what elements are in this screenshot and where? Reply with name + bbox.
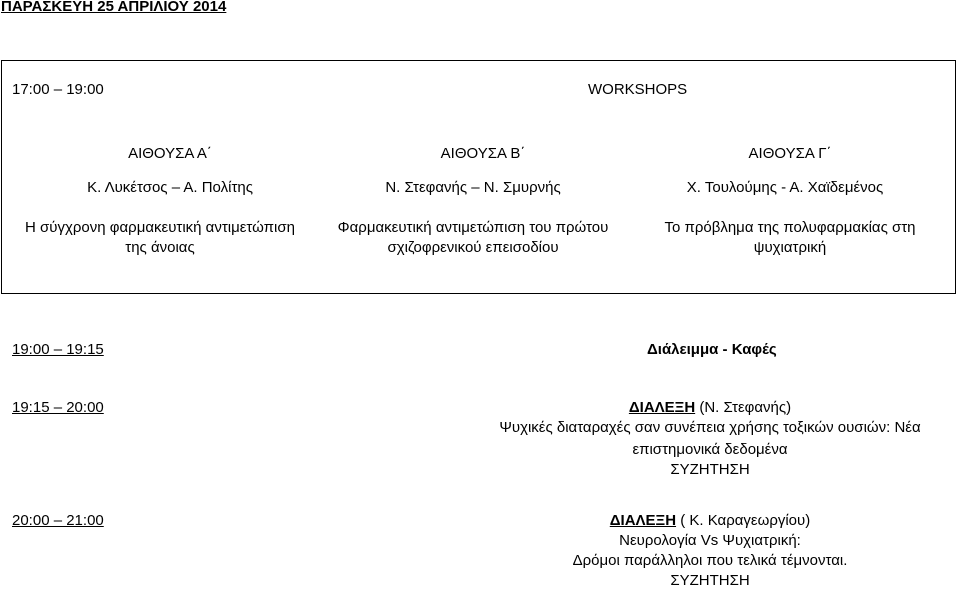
room-a-name: ΑΙΘΟΥΣΑ Α΄	[128, 145, 212, 162]
lecture2-speaker: ( Κ. Καραγεωργίου)	[676, 512, 811, 529]
workshops-time: 17:00 – 19:00	[12, 81, 104, 98]
lecture1-speaker: (Ν. Στεφανής)	[695, 399, 792, 416]
room-c-speakers: Χ. Τουλούμης - Α. Χαϊδεμένος	[686, 179, 884, 196]
room-a-topic-line1: Η σύγχρονη φαρμακευτική αντιμετώπιση	[25, 219, 295, 236]
workshops-box	[1, 60, 956, 294]
lecture1-heading	[440, 398, 960, 418]
room-c-name: ΑΙΘΟΥΣΑ Γ΄	[748, 145, 832, 162]
lecture2-title-line1: Νευρολογία Vs Ψυχιατρική:	[619, 532, 801, 549]
room-a-topic-line2: της άνοιας	[125, 239, 195, 256]
lecture1-title-line2: επιστημονικά δεδομένα	[632, 441, 788, 458]
lecture2-title-line2: Δρόμοι παράλληλοι που τελικά τέμνονται.	[572, 552, 848, 569]
lecture2-heading	[440, 511, 960, 531]
lecture1-time: 19:15 – 20:00	[12, 399, 104, 416]
room-b-speakers: Ν. Στεφανής – Ν. Σμυρνής	[385, 179, 561, 196]
room-b-name: ΑΙΘΟΥΣΑ Β΄	[440, 145, 526, 162]
lecture1-label: ΔΙΑΛΕΞΗ	[628, 399, 696, 416]
lecture2-discussion: ΣΥΖΗΤΗΣΗ	[670, 572, 750, 589]
break-time: 19:00 – 19:15	[12, 341, 104, 358]
room-a-speakers: Κ. Λυκέτσος – Α. Πολίτης	[87, 179, 253, 196]
lecture1-title-line1: Ψυχικές διαταραχές σαν συνέπεια χρήσης τοξικών ουσιών: Νέα	[499, 419, 921, 436]
lecture2-label: ΔΙΑΛΕΞΗ	[609, 512, 677, 529]
room-c-topic-line1: Το πρόβλημα της πολυφαρμακίας στη	[664, 219, 916, 236]
room-b-topic-line1: Φαρμακευτική αντιμετώπιση του πρώτου	[337, 219, 609, 236]
page-title: ΠΑΡΑΣΚΕΥΗ 25 ΑΠΡΙΛΙΟΥ 2014	[1, 0, 227, 15]
lecture2-time: 20:00 – 21:00	[12, 512, 104, 529]
workshops-title: WORKSHOPS	[588, 81, 688, 98]
break-title: Διάλειμμα - Καφές	[647, 341, 777, 358]
room-c-topic-line2: ψυχιατρική	[753, 239, 827, 256]
room-b-topic-line2: σχιζοφρενικού επεισοδίου	[387, 239, 559, 256]
lecture1-discussion: ΣΥΖΗΤΗΣΗ	[670, 461, 750, 478]
